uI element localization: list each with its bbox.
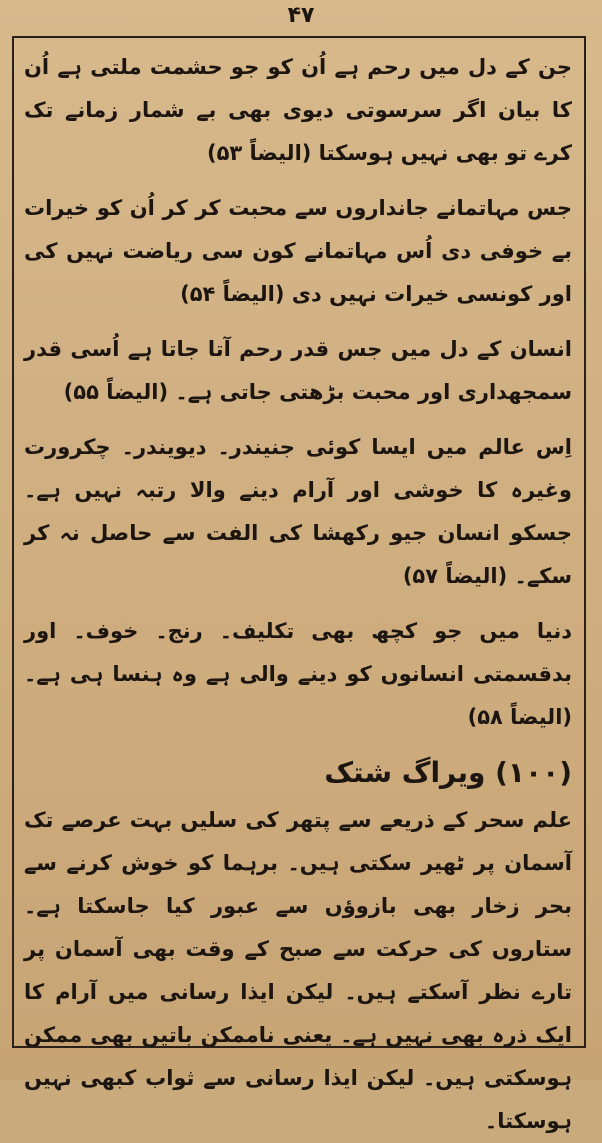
section-heading: (۱۰۰) ویراگ شتک (324, 756, 572, 789)
paragraph-vairagya: علم سحر کے ذریعے سے پتھر کی سلیں بہت عرصے تک آسمان پر ٹھیر سکتی ہیں۔ برہما کو خوش کرنے سے بحر زخار بھی بازوؤں سے عبور کیا جاسکتا ہے۔ ستاروں کی حرکت سے صبح کے وقت بھی آسمان پر تارے نظر آسکتے ہیں۔ لیکن ایذا رسانی میں آرام کا ایک ذرہ بھی نہیں ہے۔ یعنی ناممکن باتیں بھی ممکن ہوسکتی ہیں۔ لیکن ایذا رسانی سے ثواب کبھی نہیں ہوسکتا۔ (24, 808, 572, 1133)
page-number: ۴۷ (287, 3, 315, 28)
page-text (24, 46, 572, 1143)
paragraph-57: اِس عالم میں ایسا کوئی جنیندر۔ دیویندر۔ چکرورت وغیرہ کا خوشی اور آرام دینے والا رتبہ نہیں ہے۔ جسکو انسان جیو رکھشا کی الفت سے حاصل نہ کر سکے۔ (الیضاً ۵۷) (24, 435, 572, 588)
paragraph-54: جس مہاتمانے جانداروں سے محبت کر کر اُن کو خیرات بے خوفی دی اُس مہاتمانے کون سی ریاضت نہیں کی اور کونسی خیرات نہیں دی (الیضاً ۵۴) (24, 196, 572, 306)
paragraph-55: انسان کے دل میں جس قدر رحم آتا جاتا ہے اُسی قدر سمجھداری اور محبت بڑھتی جاتی ہے۔ (الیضاً ۵۵) (24, 337, 572, 404)
paragraph-53: جن کے دل میں رحم ہے اُن کو جو حشمت ملتی ہے اُن کا بیان اگر سرسوتی دیوی بھی بے شمار زمانے تک کرے تو بھی نہیں ہوسکتا (الیضاً ۵۳) (24, 55, 572, 165)
paragraph-58: دنیا میں جو کچھ بھی تکلیف۔ رنج۔ خوف۔ اور بدقسمتی انسانوں کو دینے والی ہے وہ ہنسا ہی ہے۔ (الیضاً ۵۸) (24, 619, 572, 729)
